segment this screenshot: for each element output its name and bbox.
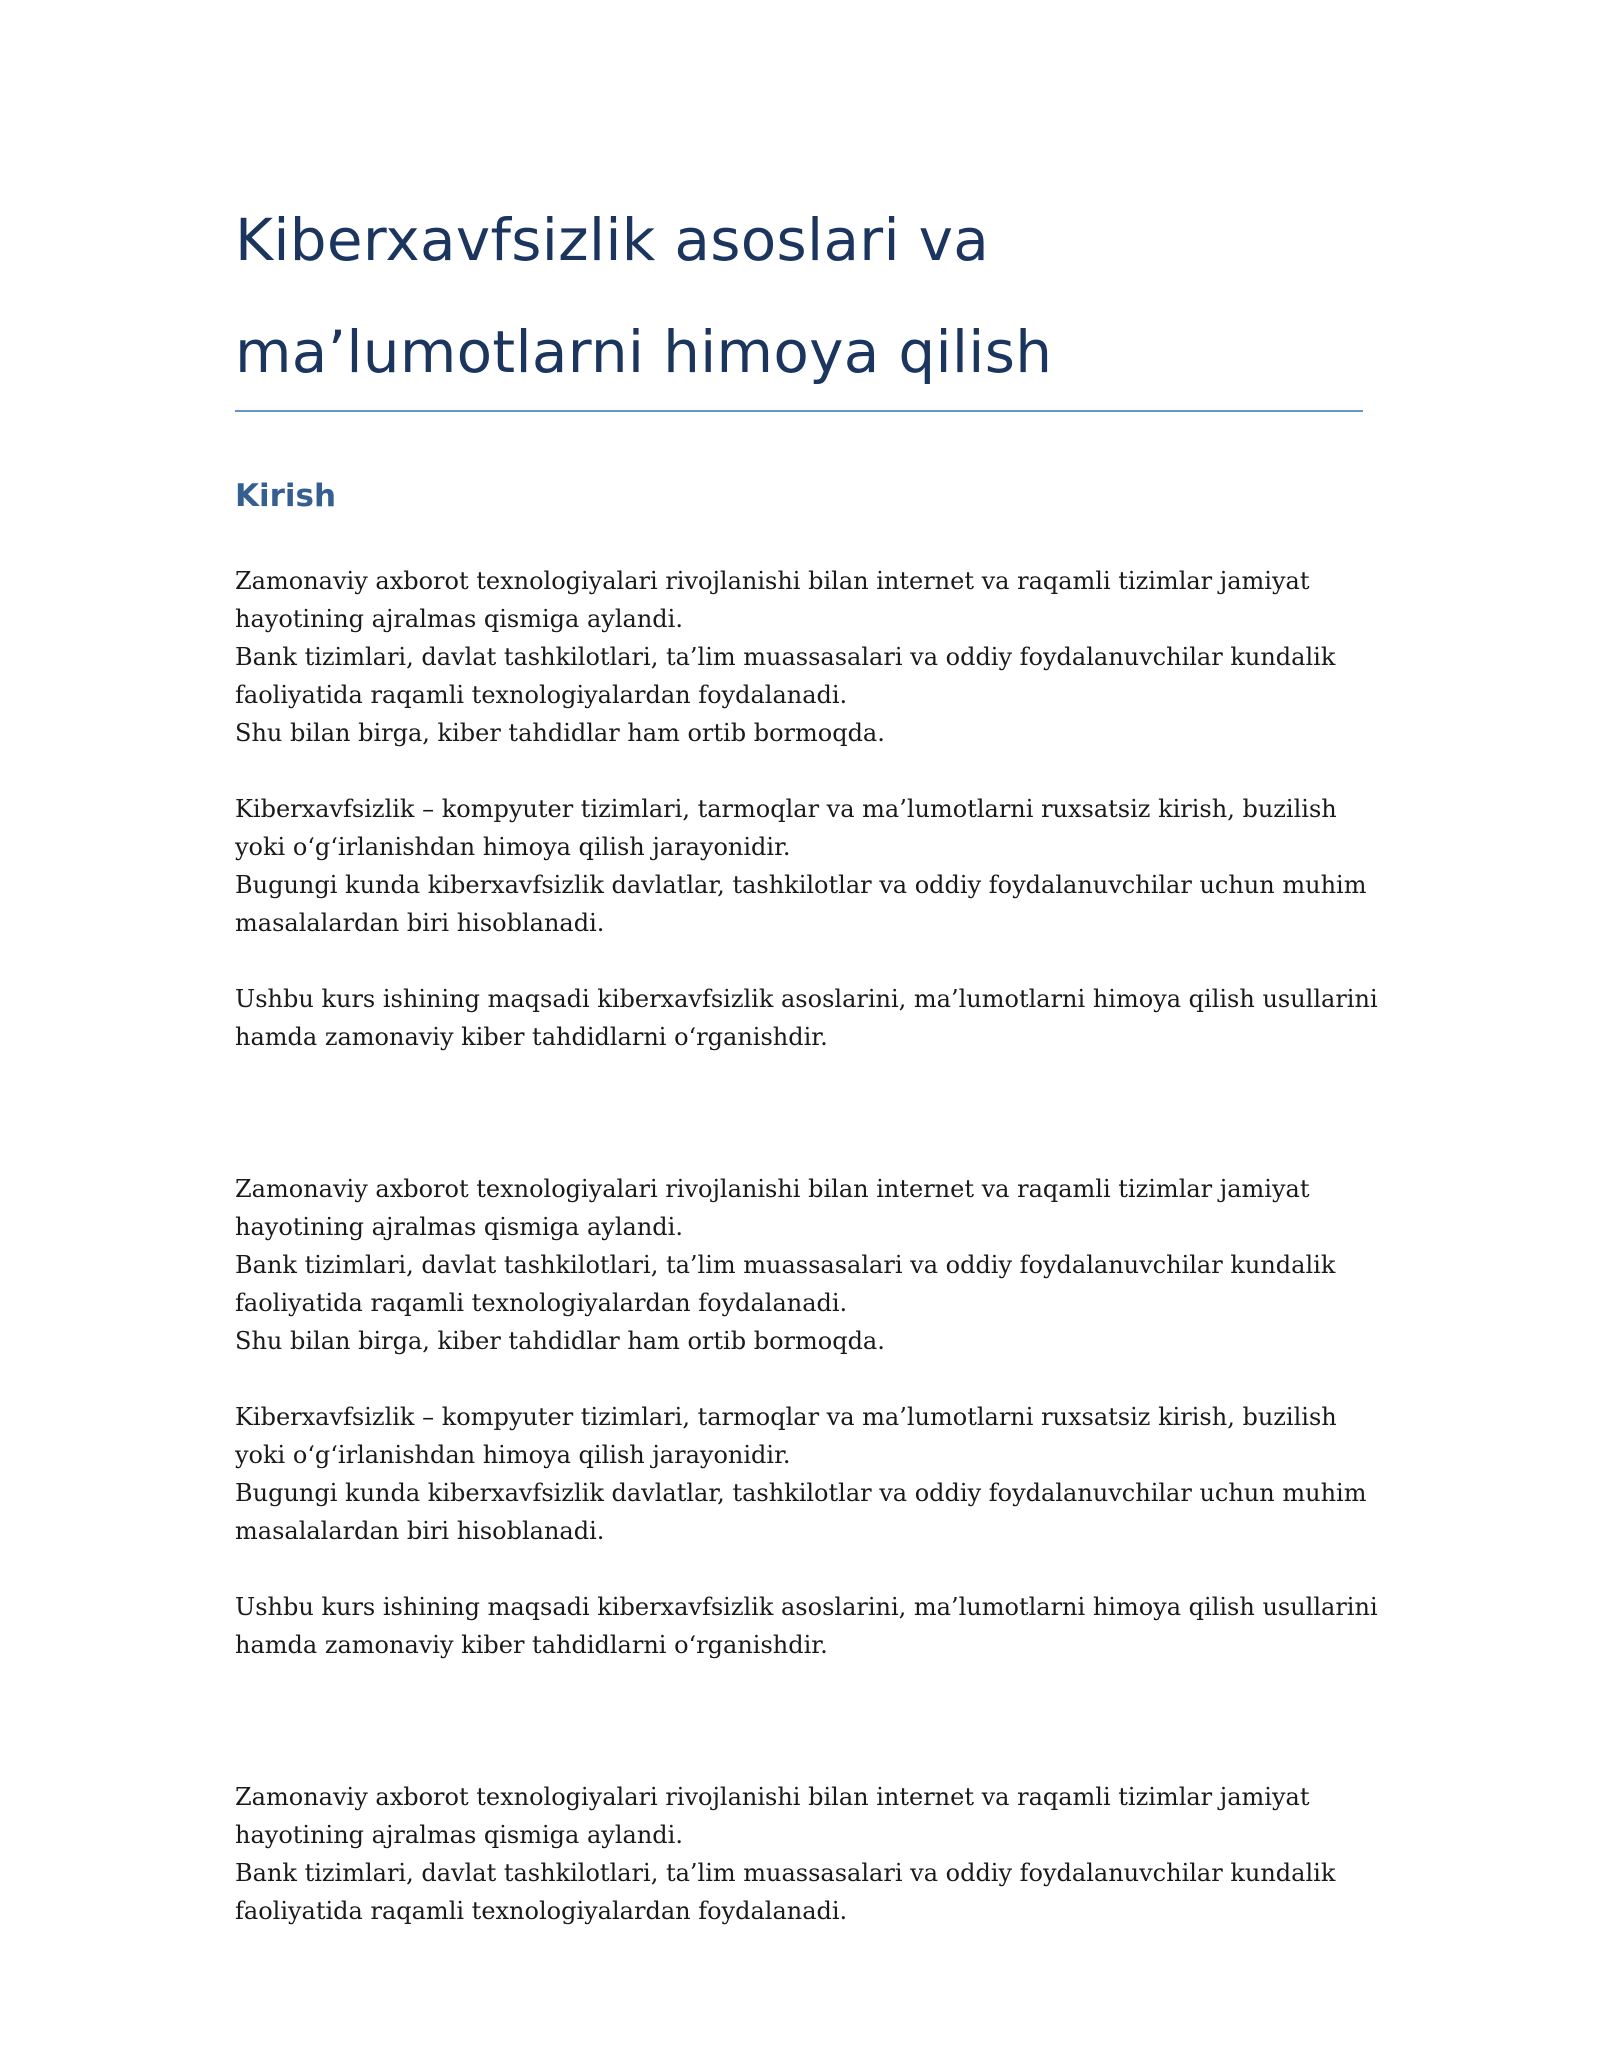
text-line: masalalardan biri hisoblanadi. (235, 909, 605, 937)
paragraph-goal (235, 1588, 1378, 1664)
text-line: hayotining ajralmas qismiga aylandi. (235, 1821, 683, 1849)
text-block-1 (235, 562, 1378, 1056)
text-line: Zamonaviy axborot texnologiyalari rivojlanishi bilan internet va raqamli tizimlar jamiyat (235, 1783, 1310, 1811)
text-line: masalalardan biri hisoblanadi. (235, 1517, 605, 1545)
paragraph-intro (235, 1170, 1365, 1360)
text-line: Kiberxavfsizlik – kompyuter tizimlari, tarmoqlar va ma’lumotlarni ruxsatsiz kirish, buzilish (235, 795, 1337, 823)
text-line: Zamonaviy axborot texnologiyalari rivojlanishi bilan internet va raqamli tizimlar jamiyat (235, 567, 1310, 595)
text-line: Kiberxavfsizlik – kompyuter tizimlari, tarmoqlar va ma’lumotlarni ruxsatsiz kirish, buzilish (235, 1403, 1337, 1431)
text-line: Bugungi kunda kiberxavfsizlik davlatlar, tashkilotlar va oddiy foydalanuvchilar uchun muhim (235, 871, 1367, 899)
document-title: Kiberxavfsizlik asoslari va ma’lumotlarni himoya qilish (235, 206, 1053, 386)
text-line: Shu bilan birga, kiber tahdidlar ham ortib bormoqda. (235, 1327, 885, 1355)
text-line: hayotining ajralmas qismiga aylandi. (235, 1213, 683, 1241)
text-line: Zamonaviy axborot texnologiyalari rivojlanishi bilan internet va raqamli tizimlar jamiyat (235, 1175, 1310, 1203)
paragraph-spacer (235, 1360, 1365, 1398)
text-line: yoki o‘g‘irlanishdan himoya qilish jarayonidir. (235, 1441, 791, 1469)
paragraph-spacer (235, 942, 1365, 980)
text-line: faoliyatida raqamli texnologiyalardan foydalanadi. (235, 681, 848, 709)
text-line: Shu bilan birga, kiber tahdidlar ham ortib bormoqda. (235, 719, 885, 747)
paragraph-spacer (235, 1550, 1365, 1588)
paragraph-definition (235, 790, 1365, 942)
section-heading: Kirish (235, 478, 337, 514)
text-line: hayotining ajralmas qismiga aylandi. (235, 605, 683, 633)
paragraph-definition (235, 1398, 1365, 1550)
paragraph-intro (235, 562, 1365, 752)
block-spacer (235, 1056, 1365, 1170)
text-line: Ushbu kurs ishining maqsadi kiberxavfsizlik asoslarini, ma’lumotlarni himoya qilish usullarini (235, 985, 1378, 1013)
text-line: Bank tizimlari, davlat tashkilotlari, ta’lim muassasalari va oddiy foydalanuvchilar kundalik (235, 643, 1336, 671)
text-line: faoliyatida raqamli texnologiyalardan foydalanadi. (235, 1289, 848, 1317)
paragraph-intro (235, 1778, 1365, 1930)
text-line: Bank tizimlari, davlat tashkilotlari, ta’lim muassasalari va oddiy foydalanuvchilar kundalik (235, 1859, 1336, 1887)
text-line: Bank tizimlari, davlat tashkilotlari, ta’lim muassasalari va oddiy foydalanuvchilar kundalik (235, 1251, 1336, 1279)
title-underline-rule (235, 410, 1363, 412)
paragraph-goal (235, 980, 1378, 1056)
block-spacer (235, 1664, 1365, 1778)
text-block-3 (235, 1778, 1365, 1930)
text-line: hamda zamonaviy kiber tahdidlarni o‘rganishdir. (235, 1023, 828, 1051)
text-line: hamda zamonaviy kiber tahdidlarni o‘rganishdir. (235, 1631, 828, 1659)
text-line: yoki o‘g‘irlanishdan himoya qilish jarayonidir. (235, 833, 791, 861)
document-content (235, 184, 1378, 1930)
paragraph-spacer (235, 752, 1365, 790)
text-line: faoliyatida raqamli texnologiyalardan foydalanadi. (235, 1897, 848, 1925)
text-line: Ushbu kurs ishining maqsadi kiberxavfsizlik asoslarini, ma’lumotlarni himoya qilish usullarini (235, 1593, 1378, 1621)
text-line: Bugungi kunda kiberxavfsizlik davlatlar, tashkilotlar va oddiy foydalanuvchilar uchun muhim (235, 1479, 1367, 1507)
text-block-2 (235, 1170, 1378, 1664)
